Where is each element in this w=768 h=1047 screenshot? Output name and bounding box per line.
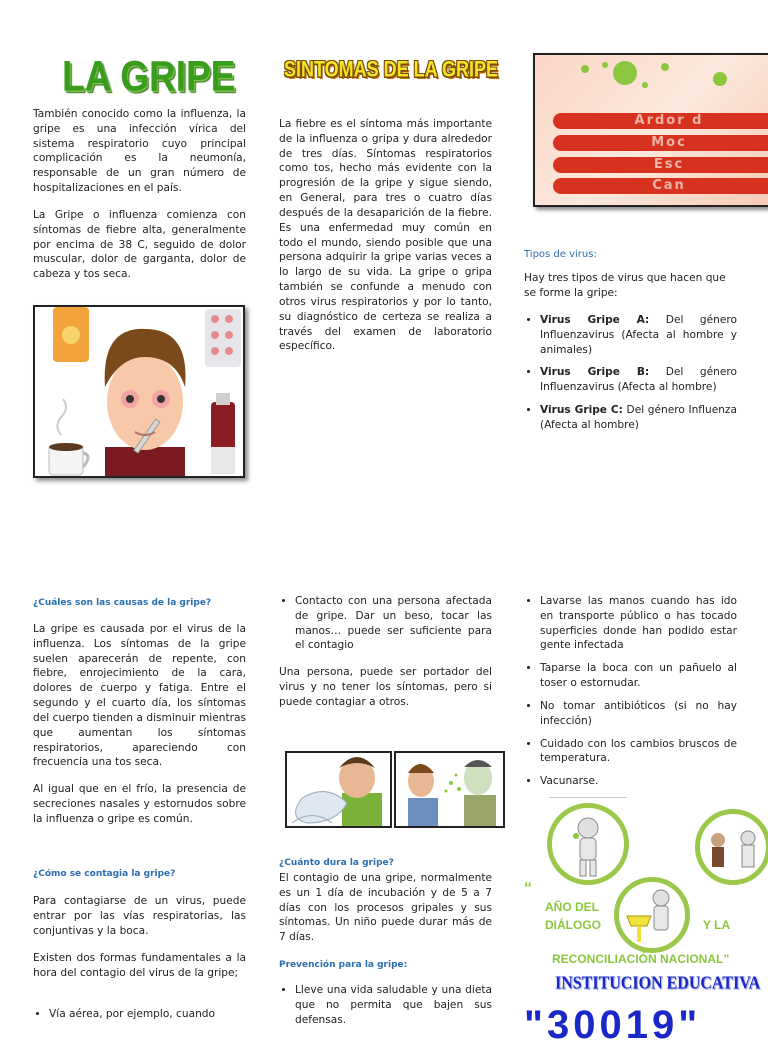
prevention-heading: Prevención para la gripe:	[279, 960, 408, 970]
flu-symptoms-banner	[533, 53, 768, 207]
washing-sink-illustration	[614, 877, 690, 953]
list-item: • Virus Gripe B: Del género Influenzavirus (Afecta al hombre)	[540, 365, 737, 395]
duration-paragraph: El contagio de una gripe, normalmente es un 1 día de incubación y de 5 a 7 días con los procesos gripales y sus síntomas. Un niño puede durar más de 7 días.	[279, 872, 492, 944]
year-motto-line3: RECONCILIACIÓN NACIONAL”	[552, 952, 730, 966]
prevention-tips-list	[524, 594, 737, 797]
list-item: • Virus Gripe A: Del género Influenzavirus (Afecta al hombre y animales)	[540, 313, 737, 357]
contact-list	[279, 594, 492, 661]
banner-item: Moc	[553, 135, 768, 151]
sneezing-people-illustration	[394, 751, 505, 828]
institution-number: "30019"	[524, 1003, 702, 1047]
list-item: • Taparse la boca con un pañuelo al toser o estornudar.	[540, 661, 737, 691]
main-title: LA GRIPE	[62, 52, 236, 100]
banner-item: Ardor d	[553, 113, 768, 129]
sick-person-illustration	[33, 305, 245, 478]
list-item: • Lavarse las manos cuando has ido en transporte público o has tocado superficies donde han podido estar gente infectada	[540, 594, 737, 653]
contagion-paragraph: Para contagiarse de un virus, puede entrar por las vías respiratorias, las conjuntivas y la boca.	[33, 895, 246, 937]
list-item: • Lleve una vida saludable y una dieta que no permita que bajen sus defensas.	[295, 983, 492, 1027]
sick-figures-illustration	[695, 809, 768, 885]
symptoms-intro-paragraph: La Gripe o influenza comienza con síntomas de fiebre alta, generalmente por encima de 38 C, seguido de dolor muscular, dolor de garganta, dolor de cabeza y tos seca.	[33, 209, 246, 281]
symptoms-title: SINTOMAS DE LA GRIPE	[284, 56, 499, 82]
hand-washing-illustration	[547, 803, 629, 885]
list-item: • Vacunarse.	[540, 774, 737, 789]
sneezing-person-illustration	[285, 751, 392, 828]
list-item: • Cuidado con los cambios bruscos de temperatura.	[540, 737, 737, 767]
year-motto-line2: DIÁLOGO	[545, 918, 601, 932]
prevention-list	[279, 983, 492, 1035]
contagion-list	[33, 1007, 246, 1030]
banner-item: Esc	[553, 157, 768, 173]
list-item: • Vía aérea, por ejemplo, cuando	[49, 1007, 246, 1022]
virus-types-heading: Tipos de virus:	[524, 249, 597, 260]
contagion-heading: ¿Cómo se contagia la gripe?	[33, 869, 176, 879]
institution-name: INSTITUCION EDUCATIVA	[555, 974, 761, 993]
list-item: • No tomar antibióticos (si no hay infección)	[540, 699, 737, 729]
symptoms-paragraph: La fiebre es el síntoma más importante de la influenza o gripa y dura alrededor de tres días. Síntomas respiratorios como tos, hecho más evidente con la progresión de la gripe y sigue siendo, en General, para tres o cuatro días después de la desaparición de la fiebre. Es una enfermedad muy común en todo el mundo, siendo posible que una persona adquirir la gripe varias veces a lo largo de su vida. La gripe o gripa también se confunde a menudo con otros virus respiratorios y por lo tanto, su diagnóstico de certeza se realiza a través del examen de laboratorio específico.	[279, 118, 492, 353]
intro-paragraph: También conocido como la influenza, la gripe es una infección vírica del sistema respiratorio cuyo principal complicación es la neumonía, responsable de un gran número de hospitalizaciones en el país.	[33, 108, 246, 195]
contagion-paragraph-2: Existen dos formas fundamentales a la hora del contagio del virus de la gripe;	[33, 952, 246, 979]
list-item: • Contacto con una persona afectada de gripe. Dar un beso, tocar las manos… puede ser suficiente para el contagio	[295, 594, 492, 653]
duration-heading: ¿Cuánto dura la gripe?	[279, 858, 394, 868]
banner-item: Can	[553, 178, 768, 194]
causes-heading: ¿Cuáles son las causas de la gripe?	[33, 598, 212, 608]
virus-types-intro: Hay tres tipos de virus que hacen que se forme la gripe:	[524, 272, 726, 299]
quote-mark: “	[524, 880, 532, 897]
virus-types-list	[524, 313, 737, 441]
divider	[549, 797, 627, 798]
causes-paragraph-2: Al igual que en el frío, la presencia de secreciones nasales y estornudos sobre la influenza o gripe es común.	[33, 783, 246, 825]
carrier-paragraph: Una persona, puede ser portador del virus y no tener los síntomas, pero si puede contagiar a otros.	[279, 666, 492, 708]
list-item: • Virus Gripe C: Del género Influenza (Afecta al hombre)	[540, 403, 737, 433]
causes-paragraph: La gripe es causada por el virus de la influenza. Los síntomas de la gripe suelen aparecerán de repente, con fiebre, enrojecimiento de la cara, dolores de cuerpo y fatiga. Entre el segundo y el cuarto día, los síntomas del cuerpo tienden a disminuir mientras que aumentan los síntomas respiratorios, apareciendo con frecuencia una tos seca.	[33, 623, 246, 769]
year-motto-conj: Y LA	[703, 918, 731, 932]
year-motto-line1: AÑO DEL	[545, 900, 599, 914]
